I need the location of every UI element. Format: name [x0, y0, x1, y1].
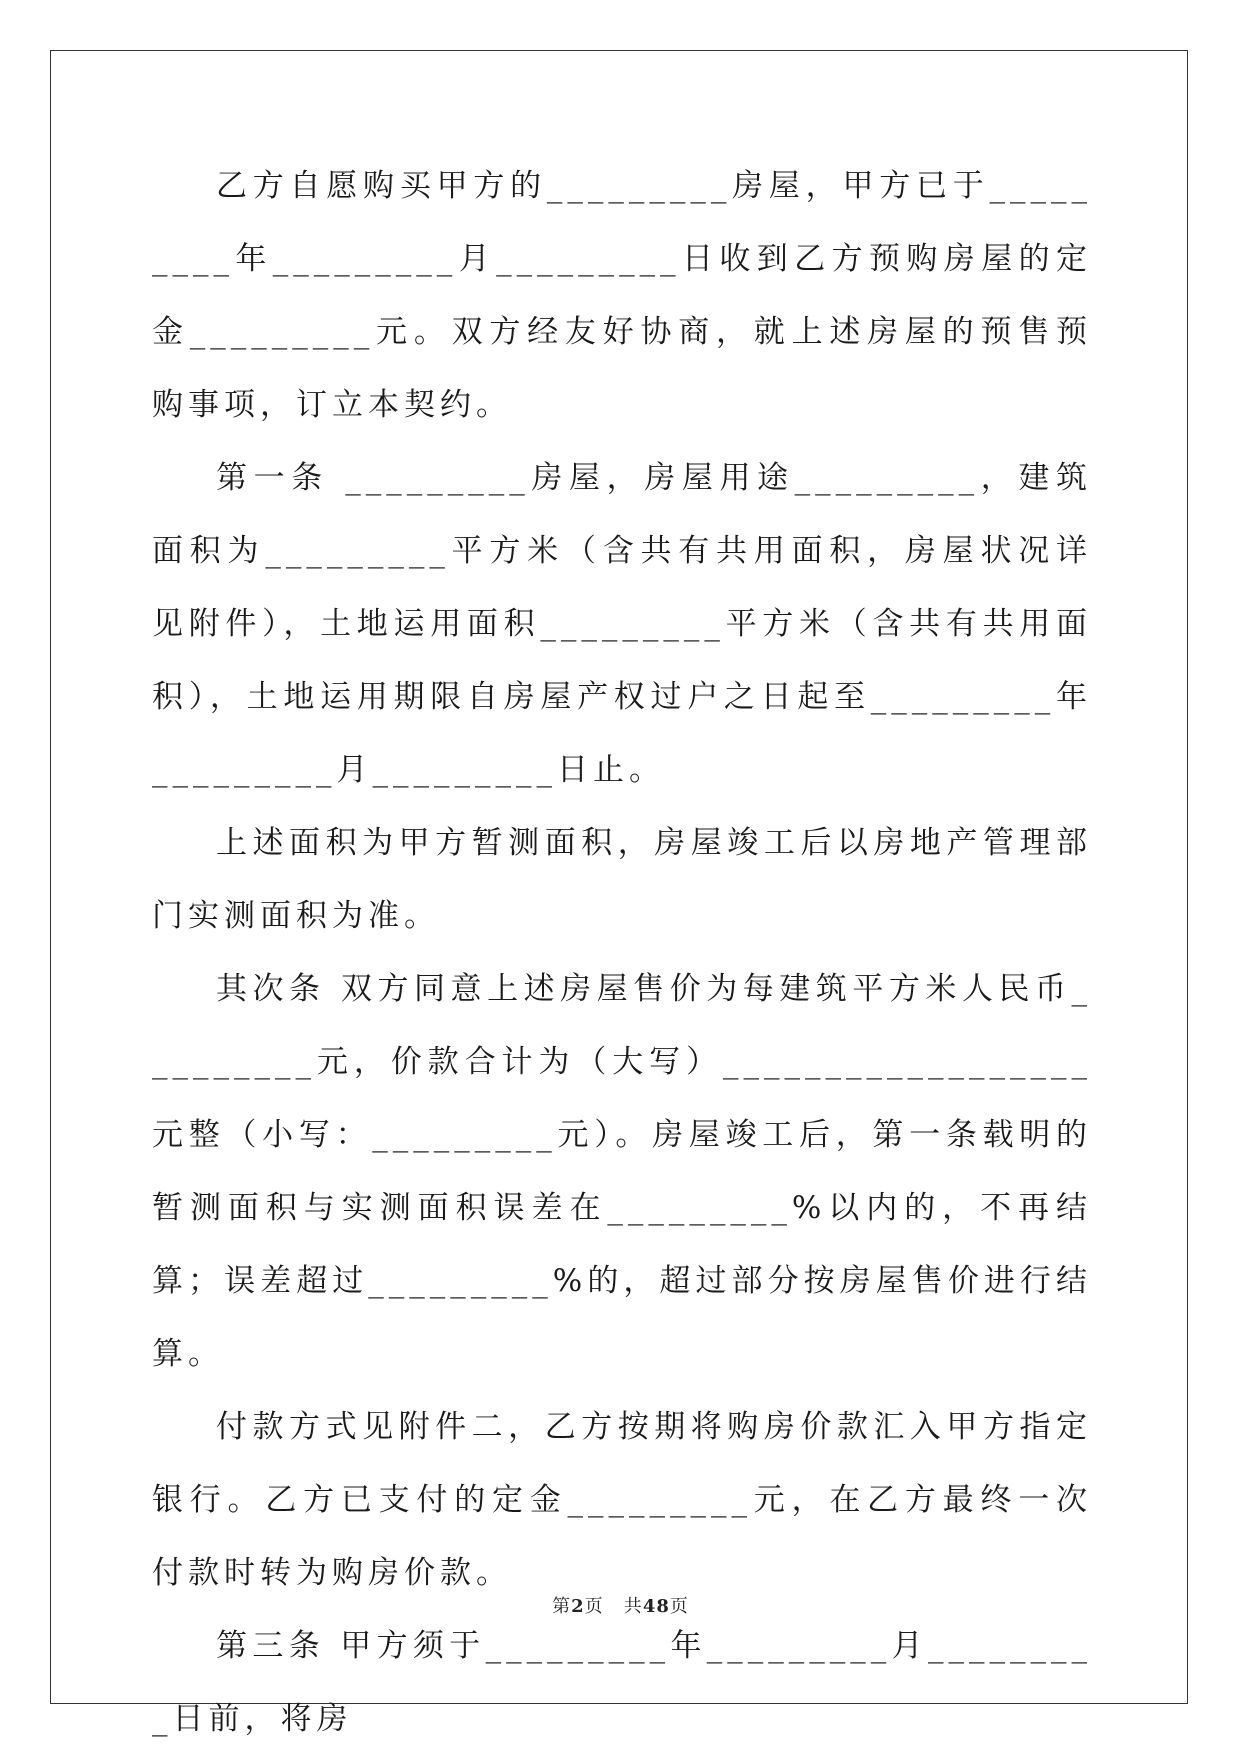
paragraph-article-1: 第一条 _________房屋，房屋用途_________，建筑面积为_________平方米（含共有共用面积，房屋状况详见附件），土地运用面积_________平方米（含共有共用面积），土地运用期限自房屋产权过户之日起至_________年_________月_________日止。 — [152, 460, 1092, 788]
document-body — [152, 150, 1092, 1756]
paragraph-area-note: 上述面积为甲方暂测面积，房屋竣工后以房地产管理部门实测面积为准。 — [152, 825, 1092, 934]
page-suffix: 页 — [669, 1596, 689, 1617]
paragraph-payment: 付款方式见附件二，乙方按期将购房价款汇入甲方指定银行。乙方已支付的定金_________元，在乙方最终一次付款时转为购房价款。 — [152, 1409, 1092, 1591]
page-mid: 页 共 — [584, 1596, 643, 1617]
paragraph-article-2: 其次条 双方同意上述房屋售价为每建筑平方米人民币_________元，价款合计为（大写）__________________元整（小写：_________元）。房屋竣工后，第一条载明的暂测面积与实测面积误差在_________%以内的，不再结算；误差超过_________%的，超过部分按房屋售价进行结算。 — [152, 971, 1092, 1372]
paragraph-article-3: 第三条 甲方须于_________年_________月_________日前，将房 — [152, 1628, 1092, 1737]
page-prefix: 第 — [552, 1596, 572, 1617]
paragraph-intro: 乙方自愿购买甲方的_________房屋，甲方已于_________年_________月_________日收到乙方预购房屋的定金_________元。双方经友好协商，就上述房屋的预售预购事项，订立本契约。 — [152, 168, 1092, 423]
page-footer — [0, 1592, 1241, 1618]
page-number: 2 — [571, 1596, 585, 1617]
total-pages: 48 — [642, 1596, 670, 1617]
